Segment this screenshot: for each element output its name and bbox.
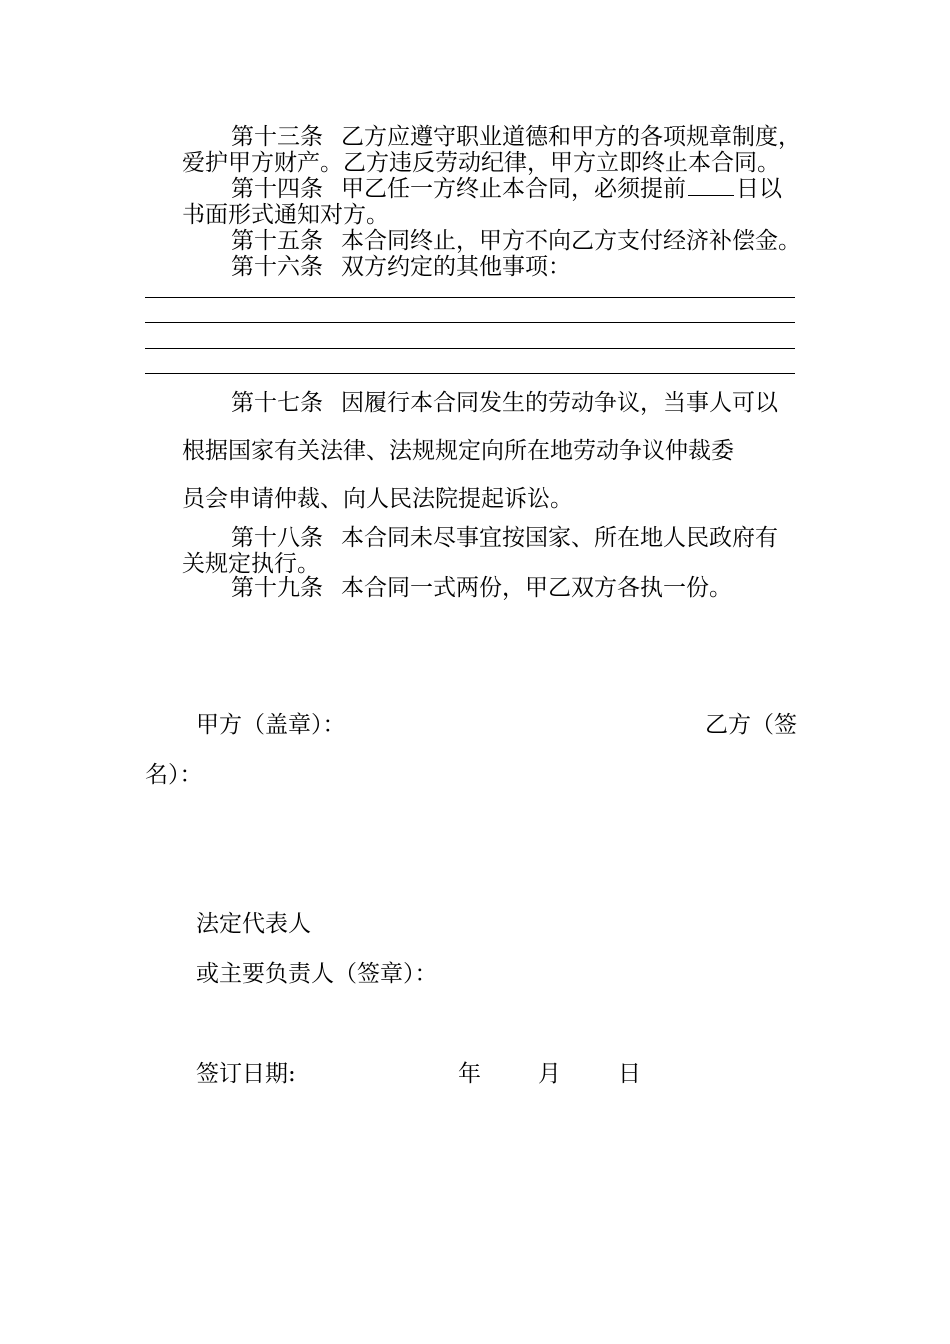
article-18-text-1: 本合同未尽事宜按国家、所在地人民政府有 xyxy=(341,525,778,551)
article-16-text-1: 双方约定的其他事项： xyxy=(341,254,571,280)
article-14-text-1b: 日以 xyxy=(736,176,782,202)
other-matters-rule-2[interactable] xyxy=(145,322,795,323)
article-19-text-1: 本合同一式两份，甲乙双方各执一份。 xyxy=(341,575,732,601)
article-17-line-2: 根据国家有关法律、法规规定向所在地劳动争议仲裁委 xyxy=(182,438,734,464)
notice-days-blank[interactable] xyxy=(688,177,734,196)
article-16-label: 第十六条 xyxy=(231,254,323,280)
article-13-line-1 xyxy=(231,124,801,150)
article-19-label: 第十九条 xyxy=(231,575,323,601)
article-14-text-1a: 甲乙任一方终止本合同，必须提前 xyxy=(341,176,686,202)
article-14-line-1 xyxy=(231,176,782,202)
party-b-sign-label-part1: 乙方（签 xyxy=(705,712,797,738)
other-matters-rule-4[interactable] xyxy=(145,373,795,374)
article-17-label: 第十七条 xyxy=(231,390,323,416)
article-14-line-2: 书面形式通知对方。 xyxy=(182,202,389,228)
article-13-text-1: 乙方应遵守职业道德和甲方的各项规章制度， xyxy=(341,124,801,150)
article-18-line-2: 关规定执行。 xyxy=(182,551,320,577)
other-matters-rule-3[interactable] xyxy=(145,348,795,349)
article-13-line-2: 爱护甲方财产。乙方违反劳动纪律，甲方立即终止本合同。 xyxy=(182,150,780,176)
other-matters-rule-1[interactable] xyxy=(145,297,795,298)
article-18-label: 第十八条 xyxy=(231,525,323,551)
date-year-label: 年 xyxy=(458,1061,481,1087)
signing-date-label: 签订日期: xyxy=(196,1061,296,1087)
article-13-label: 第十三条 xyxy=(231,124,323,150)
article-16-line-1 xyxy=(231,254,571,280)
date-day-label: 日 xyxy=(618,1061,641,1087)
article-15-line-1 xyxy=(231,228,801,254)
article-15-text-1: 本合同终止，甲方不向乙方支付经济补偿金。 xyxy=(341,228,801,254)
article-14-label: 第十四条 xyxy=(231,176,323,202)
article-15-label: 第十五条 xyxy=(231,228,323,254)
date-month-label: 月 xyxy=(538,1061,561,1087)
article-19-line-1 xyxy=(231,575,732,601)
legal-representative-label: 法定代表人 xyxy=(196,911,311,937)
principal-signature-label: 或主要负责人（签章）： xyxy=(196,961,438,987)
party-b-sign-label-part2: 名）： xyxy=(145,762,203,788)
party-a-seal-label: 甲方（盖章）： xyxy=(196,712,346,738)
article-17-line-3: 员会申请仲裁、向人民法院提起诉讼。 xyxy=(182,486,573,512)
article-18-line-1 xyxy=(231,525,778,551)
article-17-text-1: 因履行本合同发生的劳动争议，当事人可以 xyxy=(341,390,778,416)
article-17-line-1 xyxy=(231,390,778,416)
